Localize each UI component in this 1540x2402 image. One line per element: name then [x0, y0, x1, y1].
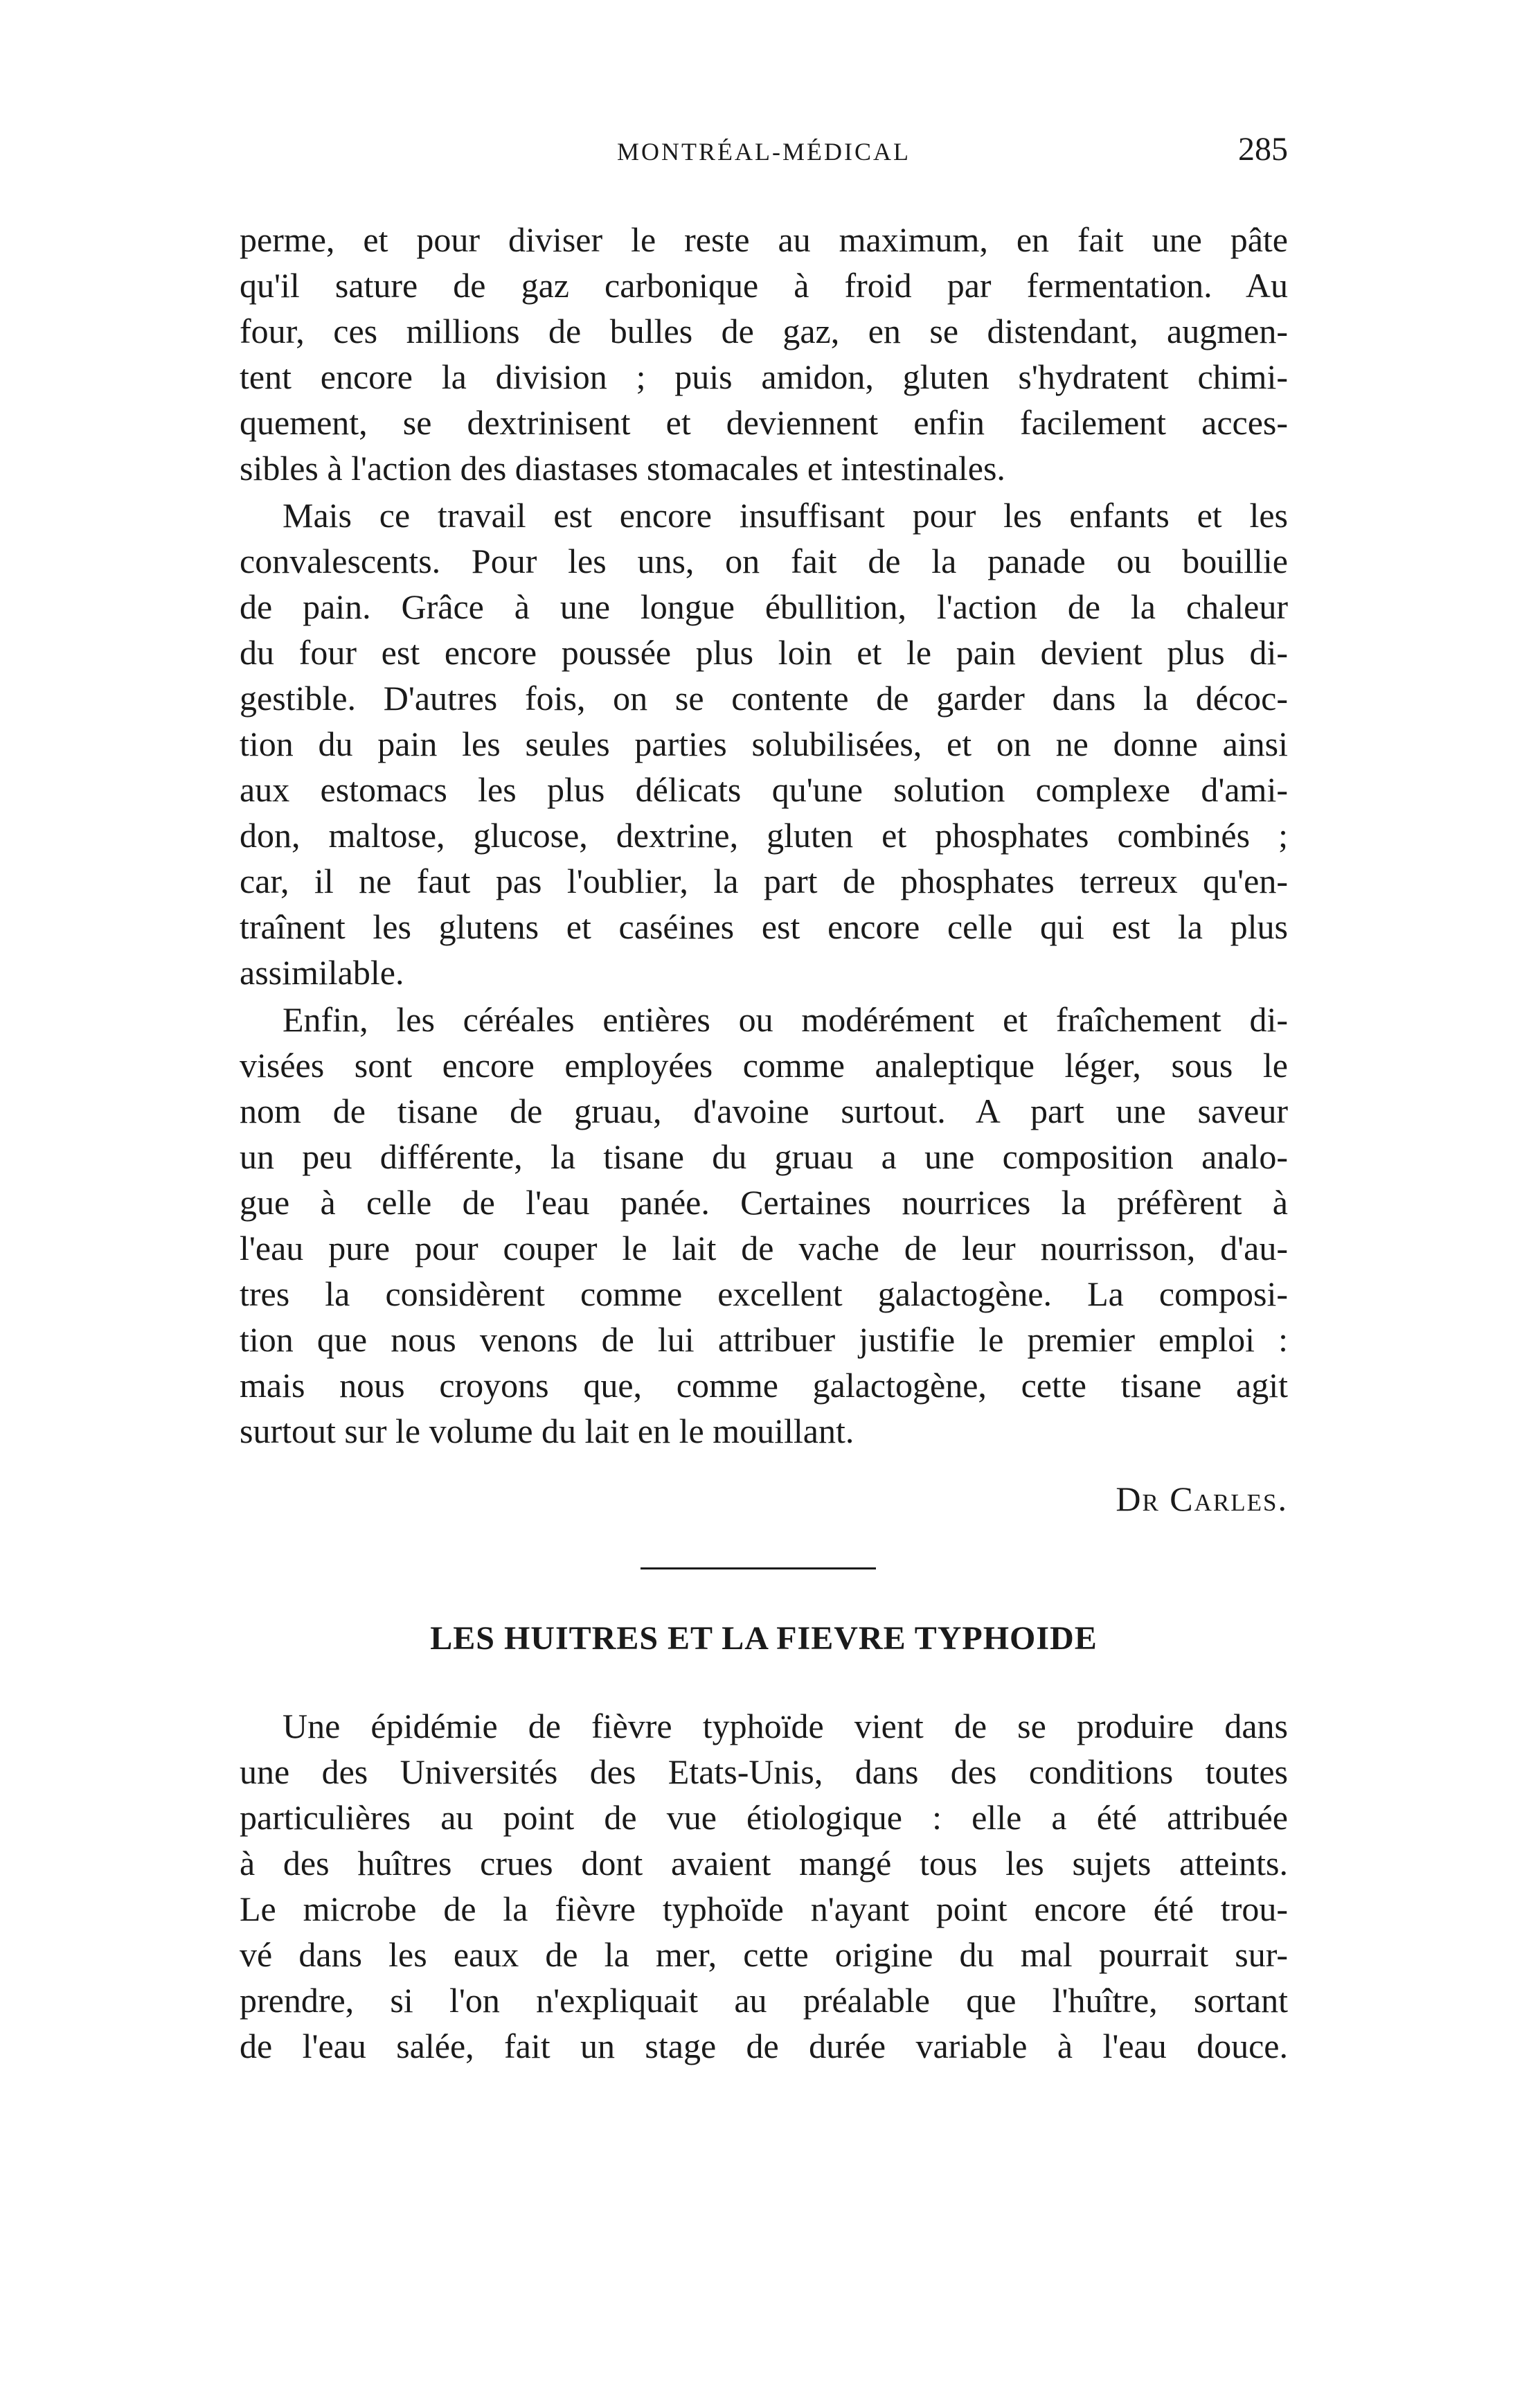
- text-line: qu'il sature de gaz carbonique à froid par fermentation. Au: [240, 266, 1288, 305]
- running-title: MONTRÉAL-MÉDICAL: [617, 138, 911, 166]
- text-line: mais nous croyons que, comme galactogène, cette tisane agit: [240, 1366, 1288, 1405]
- text-line: visées sont encore employées comme analeptique léger, sous le: [240, 1046, 1288, 1085]
- text-line: tent encore la division ; puis amidon, gluten s'hydratent chimi-: [240, 357, 1288, 396]
- text-line: prendre, si l'on n'expliquait au préalable que l'huître, sortant: [240, 1981, 1288, 2020]
- text-line: assimilable.: [240, 953, 404, 992]
- page-number: 285: [1238, 131, 1288, 168]
- text-line: convalescents. Pour les uns, on fait de la panade ou bouillie: [240, 542, 1288, 580]
- text-line: quement, se dextrinisent et deviennent enfin facilement acces-: [240, 403, 1288, 442]
- text-line: tion du pain les seules parties solubilisées, et on ne donne ainsi: [240, 724, 1288, 763]
- text-line: Le microbe de la fièvre typhoïde n'ayant point encore été trou-: [240, 1889, 1288, 1928]
- text-line: Enfin, les céréales entières ou modérément et fraîchement di-: [283, 1000, 1288, 1039]
- text-line: tres la considèrent comme excellent galactogène. La composi-: [240, 1274, 1288, 1313]
- article-title: LES HUITRES ET LA FIEVRE TYPHOIDE: [430, 1620, 1098, 1657]
- section-divider: [641, 1567, 876, 1569]
- text-line: nom de tisane de gruau, d'avoine surtout. A part une saveur: [240, 1092, 1288, 1130]
- text-line: du four est encore poussée plus loin et le pain devient plus di-: [240, 633, 1288, 672]
- text-line: traînent les glutens et caséines est encore celle qui est la plus: [240, 907, 1288, 946]
- text-line: de l'eau salée, fait un stage de durée variable à l'eau douce.: [240, 2027, 1288, 2065]
- text-line: gestible. D'autres fois, on se contente de garder dans la décoc-: [240, 679, 1288, 718]
- running-head: [240, 130, 1288, 172]
- text-line: Une épidémie de fièvre typhoïde vient de se produire dans: [283, 1707, 1288, 1745]
- text-line: tion que nous venons de lui attribuer justifie le premier emploi :: [240, 1320, 1288, 1359]
- text-line: sibles à l'action des diastases stomacales et intestinales.: [240, 449, 1005, 488]
- text-line: une des Universités des Etats-Unis, dans des conditions toutes: [240, 1752, 1288, 1791]
- text-line: de pain. Grâce à une longue ébullition, l'action de la chaleur: [240, 587, 1288, 626]
- text-line: particulières au point de vue étiologique : elle a été attribuée: [240, 1798, 1288, 1837]
- author-signature: Dr Carles.: [1116, 1479, 1288, 1518]
- text-line: Mais ce travail est encore insuffisant pour les enfants et les: [283, 496, 1288, 535]
- text-line: gue à celle de l'eau panée. Certaines nourrices la préfèrent à: [240, 1183, 1288, 1222]
- text-line: à des huîtres crues dont avaient mangé tous les sujets atteints.: [240, 1844, 1288, 1883]
- text-line: car, il ne faut pas l'oublier, la part de phosphates terreux qu'en-: [240, 862, 1288, 900]
- text-line: vé dans les eaux de la mer, cette origine du mal pourrait sur-: [240, 1935, 1288, 1974]
- text-line: perme, et pour diviser le reste au maximum, en fait une pâte: [240, 220, 1288, 259]
- text-line: four, ces millions de bulles de gaz, en se distendant, augmen-: [240, 312, 1288, 350]
- text-line: aux estomacs les plus délicats qu'une solution complexe d'ami-: [240, 770, 1288, 809]
- text-line: un peu différente, la tisane du gruau a une composition analo-: [240, 1137, 1288, 1176]
- text-line: surtout sur le volume du lait en le mouillant.: [240, 1412, 854, 1450]
- text-line: don, maltose, glucose, dextrine, gluten et phosphates combinés ;: [240, 816, 1288, 855]
- text-line: l'eau pure pour couper le lait de vache de leur nourrisson, d'au-: [240, 1229, 1288, 1267]
